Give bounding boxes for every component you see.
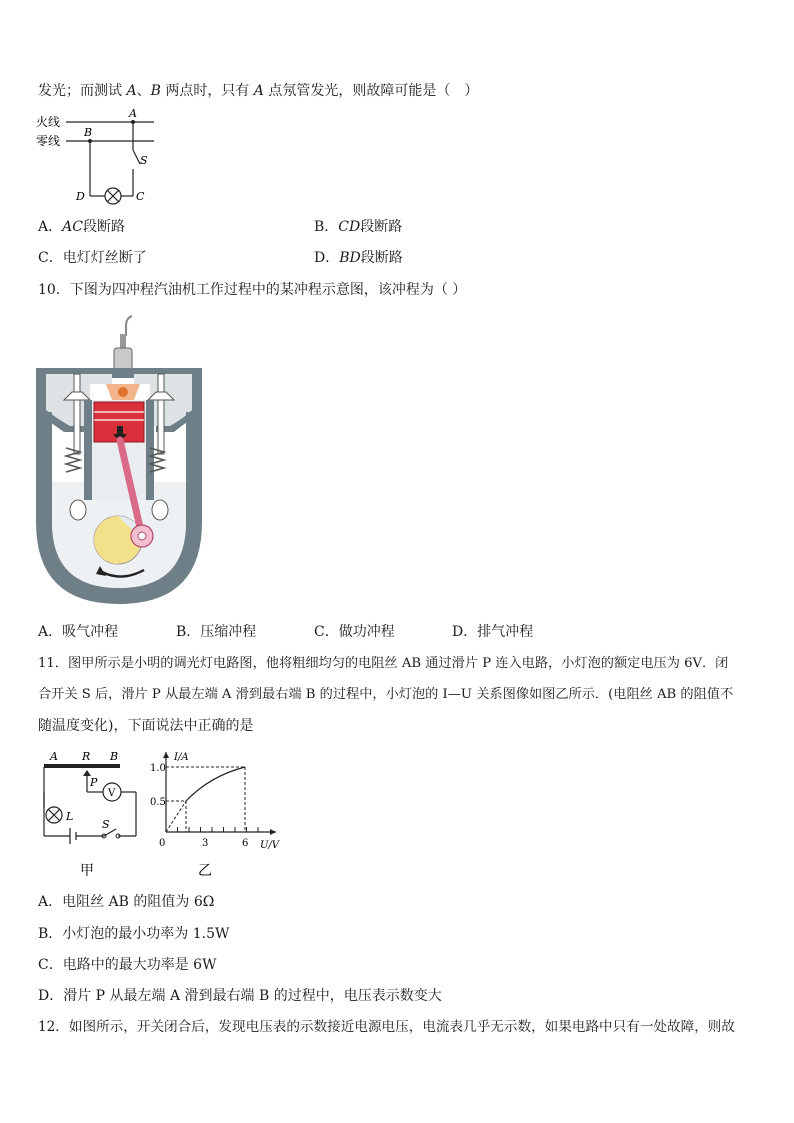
x-axis-ticks xyxy=(178,827,259,832)
fig-b-caption: 乙 xyxy=(198,863,212,879)
q11-option-a[interactable]: A．电阻丝 AB 的阻值为 6Ω xyxy=(38,894,215,910)
fig-a-label-l: L xyxy=(66,810,74,823)
x-axis-label: U/V xyxy=(260,840,280,851)
iu-curve xyxy=(186,767,245,801)
point-d-label: D xyxy=(76,190,85,203)
q11-circuit-figure-a xyxy=(40,750,144,880)
y-tick-1: 1.0 xyxy=(150,763,166,774)
x-tick-3: 3 xyxy=(202,838,209,849)
q9-option-d[interactable]: D．BD段断路 xyxy=(314,250,403,266)
point-b-label: B xyxy=(84,126,93,139)
q9-option-a[interactable]: A．AC段断路 xyxy=(38,219,125,235)
fig-a-label-r: R xyxy=(82,750,91,763)
y-tick-05: 0.5 xyxy=(150,797,166,808)
switch-s-label: S xyxy=(140,154,148,167)
engine-diagram xyxy=(36,312,202,608)
q9-option-b[interactable]: B．CD段断路 xyxy=(314,219,403,235)
fig-a-caption: 甲 xyxy=(80,863,94,879)
fig-a-label-a: A xyxy=(50,750,58,763)
q12-stem: 12．如图所示，开关闭合后，发现电压表的示数接近电源电压，电流表几乎无示数，如果电路中只有一处故障，则故 xyxy=(38,1019,735,1035)
q11-stem-line2: 合开关 S 后，滑片 P 从最左端 A 滑到最右端 B 的过程中，小灯泡的 I—U 关系图像如图乙所示．(电阻丝 AB 的阻值不 xyxy=(38,687,734,702)
neutral-wire-label: 零线 xyxy=(36,134,61,148)
q11-option-b[interactable]: B．小灯泡的最小功率为 1.5W xyxy=(38,926,230,942)
q10-stem: 10．下图为四冲程汽油机工作过程中的某冲程示意图，该冲程为（ ） xyxy=(38,282,467,298)
q11-option-c[interactable]: C．电路中的最大功率是 6W xyxy=(38,957,217,973)
q10-option-a[interactable]: A．吸气冲程 xyxy=(38,624,119,640)
q9-circuit-figure xyxy=(36,104,166,208)
x-tick-0: 0 xyxy=(159,838,166,849)
point-a-label: A xyxy=(129,107,137,120)
q11-option-d[interactable]: D．滑片 P 从最左端 A 滑到最右端 B 的过程中，电压表示数变大 xyxy=(38,988,442,1004)
q10-option-d[interactable]: D．排气冲程 xyxy=(452,624,534,640)
fig-a-label-s: S xyxy=(102,818,110,831)
q10-option-c[interactable]: C．做功冲程 xyxy=(314,624,395,640)
fig-a-label-b: B xyxy=(110,750,119,763)
voltmeter-label: V xyxy=(108,788,116,799)
q9-option-c[interactable]: C．电灯灯丝断了 xyxy=(38,250,147,266)
q11-iu-graph xyxy=(150,748,286,882)
live-wire-label: 火线 xyxy=(36,115,61,129)
fig-a-label-p: P xyxy=(90,776,98,789)
q11-stem-line3: 随温度变化)，下面说法中正确的是 xyxy=(38,718,254,734)
point-c-label: C xyxy=(136,190,145,203)
q10-option-b[interactable]: B．压缩冲程 xyxy=(176,624,257,640)
x-tick-6: 6 xyxy=(242,838,249,849)
q9-stem-continuation: 发光；而测试 A、B 两点时，只有 A 点氖管发光，则故障可能是（ ） xyxy=(38,83,479,99)
y-axis-label: I/A xyxy=(174,752,189,763)
q11-stem-line1: 11．图甲所示是小明的调光灯电路图，他将粗细均匀的电阻丝 AB 通过滑片 P 连入电路，小灯泡的额定电压为 6V．闭 xyxy=(38,656,729,671)
